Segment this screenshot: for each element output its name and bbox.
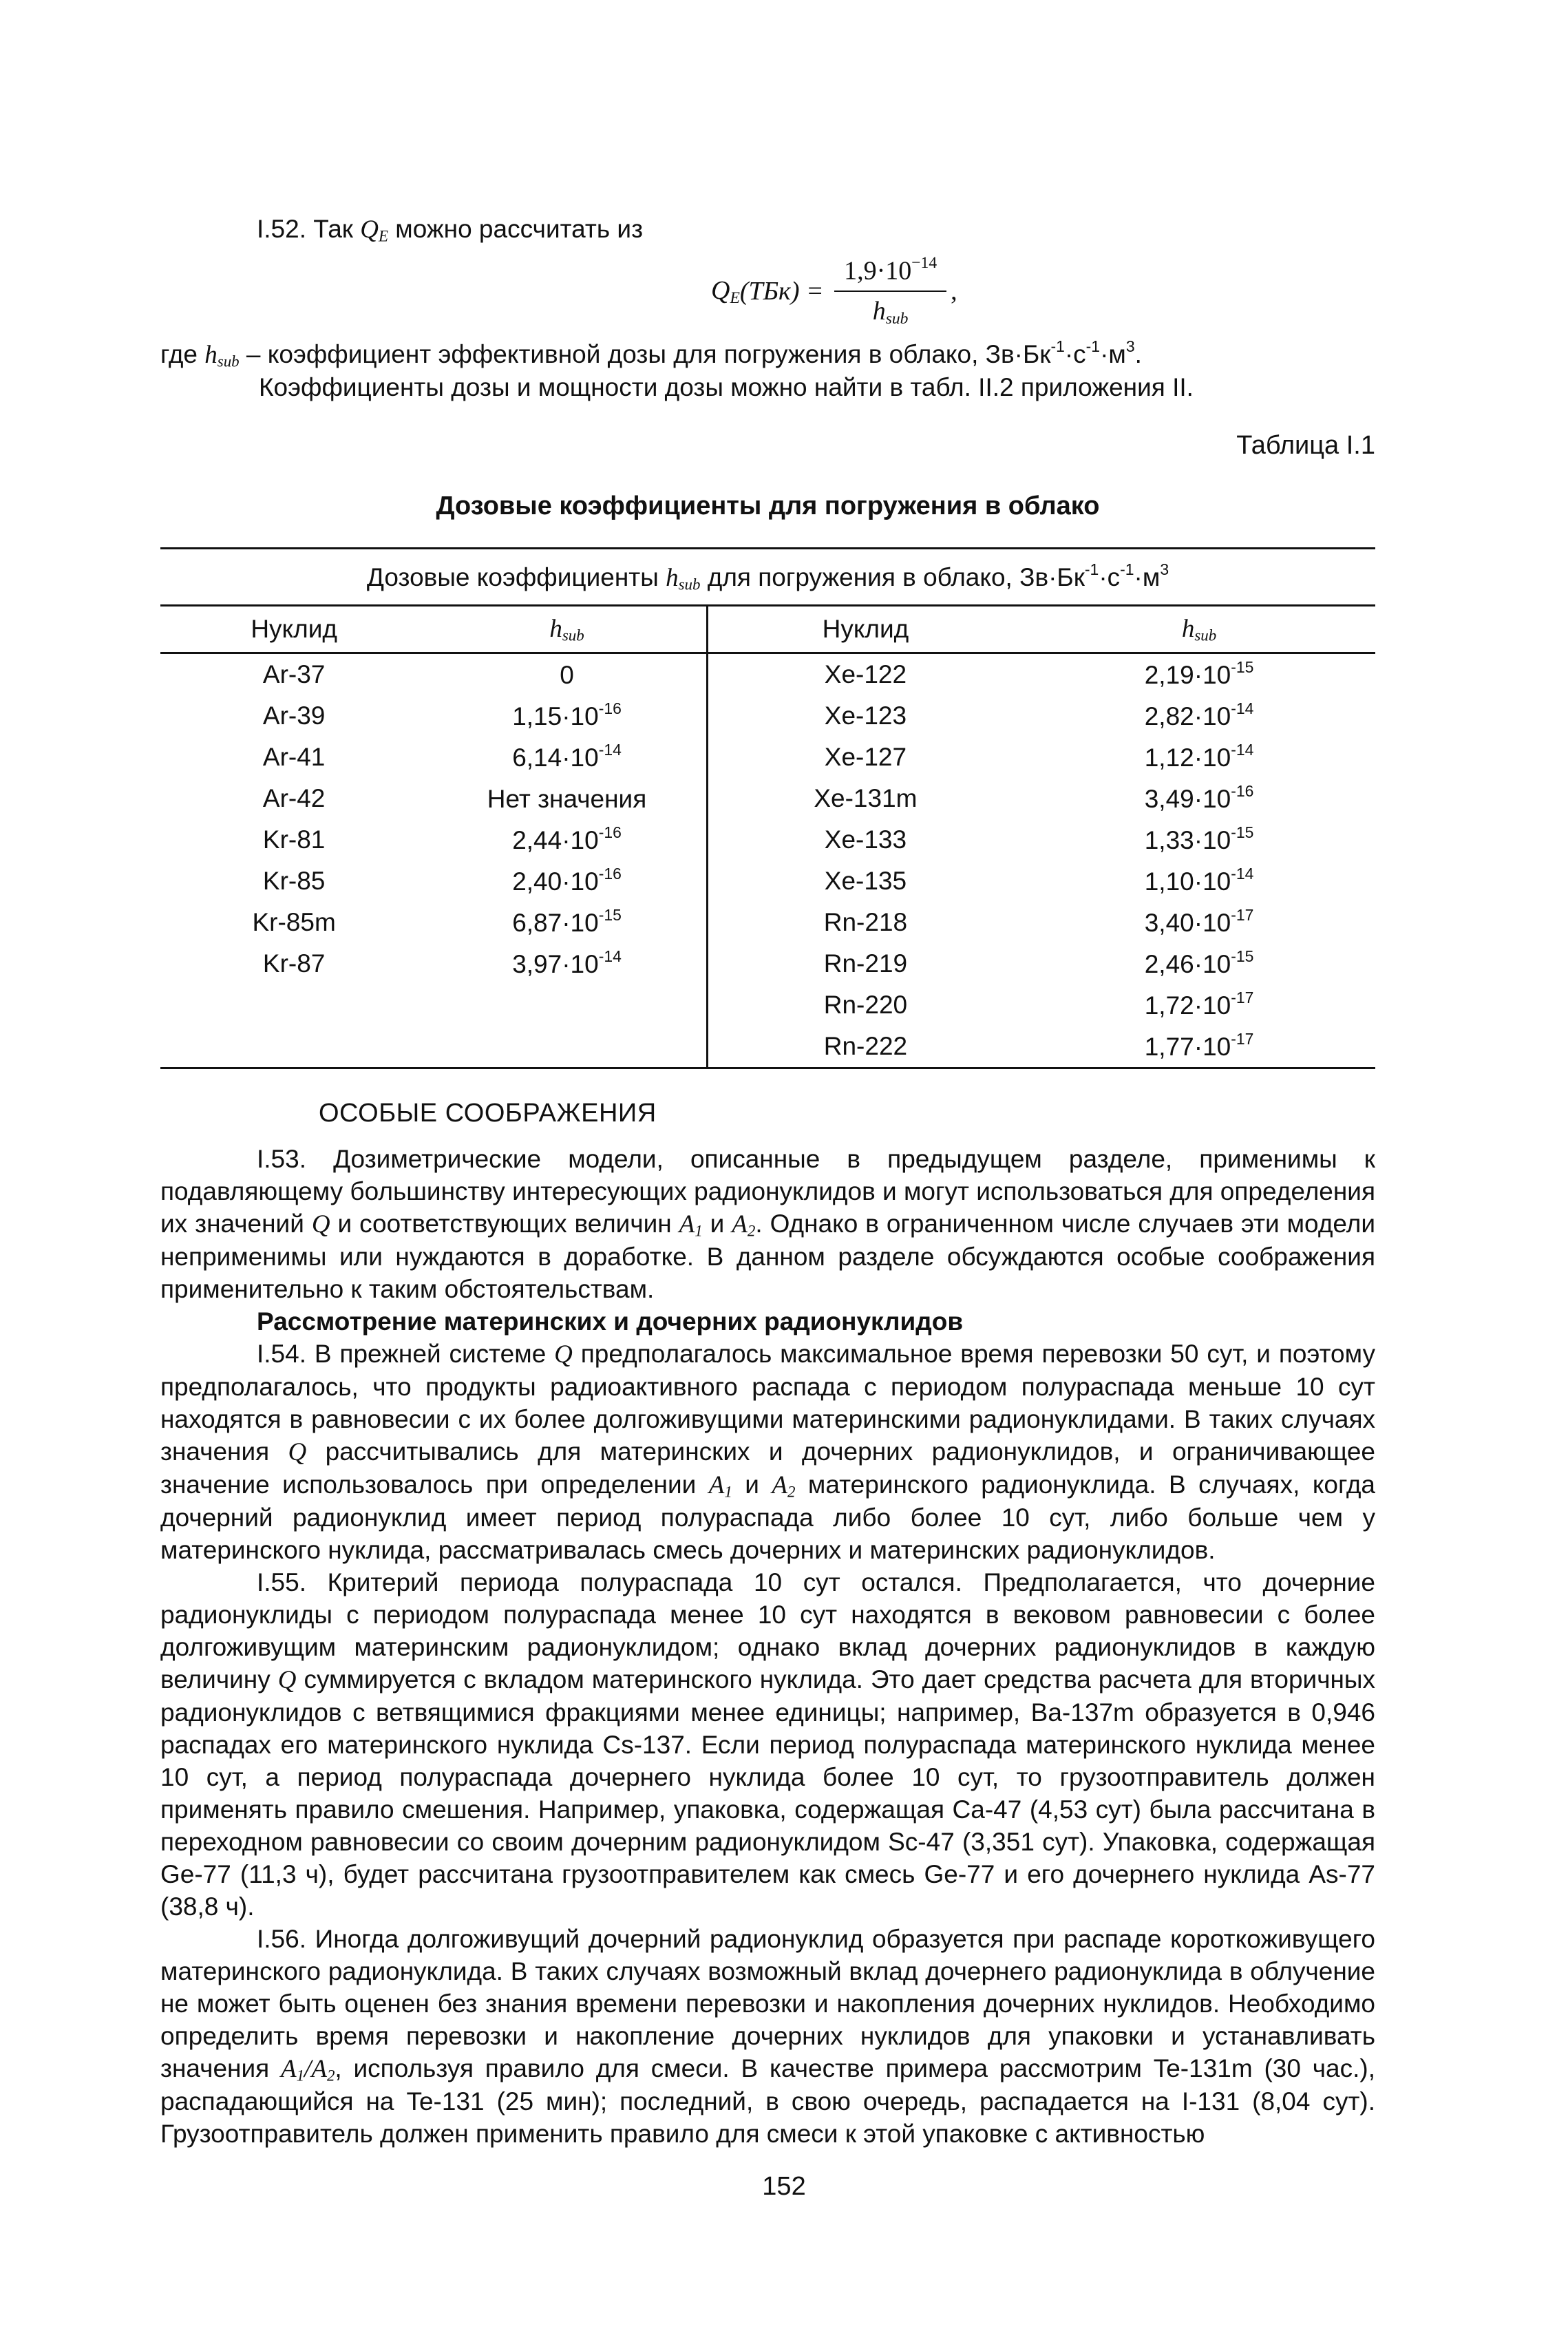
- header-nuclide-right: Нуклид: [707, 606, 1023, 653]
- table-cell-right-nuclide: Rn-219: [707, 943, 1023, 984]
- table-cell-left-value: $6,14\cdot 10^{-14}$: [512, 741, 622, 772]
- table-row: [160, 737, 1375, 778]
- table-cell-right-value: $2,82\cdot 10^{-14}$: [1144, 699, 1254, 731]
- table-caption: Дозовые коэффициенты $h_{sub}$ для погружения в облако, $Зв\cdot Бк^{-1}\cdot с^{-1}\cdot м^3$: [160, 549, 1375, 606]
- table-cell-left-nuclide: [160, 984, 427, 1026]
- table-cell-right-nuclide: Xe-122: [707, 653, 1023, 696]
- table-cell-left-nuclide: Kr-87: [262, 949, 326, 978]
- table-row: [160, 984, 1375, 1026]
- text-span: I.52. Так: [257, 215, 361, 243]
- table-cell-left-value: $2,40\cdot 10^{-16}$: [512, 865, 622, 896]
- paragraph-1-54: I.54. В прежней системе Q предполагалось максимальное время перевозки 50 сут, и поэтому предполагалось, что продукты радиоактивного распада с периодом полураспада меньше 10 сут находятся в равновесии с их более долгоживущими материнскими радионуклидами. В таких случаях значения Q рассчитывались для материнских и дочерних радионуклидов, и ограничивающее значение использовалось при определении $A_1$ и $A_2$ материнского радионуклида. В случаях, когда дочерний радионуклид имеет период полураспада либо более 10 сут, либо больше чем у материнского нуклида, рассматривалась смесь дочерних и материнских радионуклидов.: [160, 1340, 1376, 1565]
- table-cell-right-value: $1,33\cdot 10^{-15}$: [1144, 823, 1254, 855]
- section-heading: ОСОБЫЕ СООБРАЖЕНИЯ: [319, 1099, 657, 1128]
- table-cell-left-nuclide: Kr-81: [262, 825, 326, 854]
- formula-lhs: $Q_E$: [711, 275, 740, 307]
- paragraph-1-52: [160, 213, 1375, 246]
- table-label: Таблица I.1: [1236, 430, 1375, 460]
- table-cell-left-nuclide: Ar-42: [262, 783, 326, 812]
- table-cell-right-value: $3,40\cdot 10^{-17}$: [1144, 906, 1254, 938]
- table-cell-left-nuclide: Ar-37: [262, 660, 326, 688]
- table-cell-right-nuclide: Rn-218: [707, 902, 1023, 943]
- table-cell-right-value: $1,12\cdot 10^{-14}$: [1144, 741, 1254, 772]
- table-row: [160, 695, 1375, 737]
- dose-coefficient-table: [160, 547, 1375, 1069]
- formula-fraction: [834, 253, 946, 330]
- formula-qe: [160, 253, 1375, 330]
- table-title: Дозовые коэффициенты для погружения в облако: [436, 491, 1100, 520]
- table-cell-right-value: $1,10\cdot 10^{-14}$: [1144, 865, 1254, 896]
- table-cell-left-nuclide: Kr-85m: [252, 907, 336, 936]
- table-cell-left-nuclide: Ar-39: [262, 701, 326, 730]
- table-cell-left-value: [427, 984, 707, 1026]
- table-cell-right-nuclide: Xe-133: [707, 819, 1023, 861]
- table-cell-right-value: $1,72\cdot 10^{-17}$: [1144, 989, 1254, 1020]
- page-number: 152: [762, 2172, 806, 2201]
- table-cell-left-nuclide: [160, 1026, 427, 1068]
- formula-unit: (ТБк) =: [739, 277, 831, 306]
- document-page: [160, 213, 1375, 2151]
- table-cell-right-value: $1,77\cdot 10^{-17}$: [1023, 1026, 1375, 1068]
- subheading-parent-daughter: Рассмотрение материнских и дочерних радионуклидов: [257, 1307, 964, 1336]
- paragraph-1-55: I.55. Критерий периода полураспада 10 сут остался. Предполагается, что дочерние радионуклиды с периодом полураспада менее 10 сут находятся в вековом равновесии с более долгоживущим материнским радионуклидом; однако вклад дочерних радионуклидов в каждую величину Q суммируется с вкладом материнского нуклида. Это дает средства расчета для вторичных радионуклидов с ветвящимися фракциями менее единицы; например, Ba-137m образуется в 0,946 распадах его материнского нуклида Cs-137. Если период полураспада материнского нуклида менее 10 сут, а период полураспада дочернего нуклида более 10 сут, то грузоотправитель должен применять правило смешения. Например, упаковка, содержащая Ca-47 (4,53 сут) была рассчитана в переходном равновесии со своим дочерним радионуклидом Sc-47 (3,351 сут). Упаковка, содержащая Ge-77 (11,3 ч), будет рассчитана грузоотправителем как смесь Ge-77 и его дочернего нуклида As-77 (38,8 ч).: [160, 1568, 1375, 1921]
- table-cell-right-nuclide: Rn-222: [707, 1026, 1023, 1068]
- table-cell-left-value: $2,44\cdot 10^{-16}$: [512, 823, 622, 855]
- table-cell-right-nuclide: Xe-127: [707, 737, 1023, 778]
- text-span: можно рассчитать из: [388, 215, 644, 243]
- table-cell-right-nuclide: Xe-135: [707, 861, 1023, 902]
- table-row: [160, 943, 1375, 984]
- table-row: [160, 653, 1375, 696]
- table-row: [160, 1026, 1375, 1068]
- paragraph-1-53: I.53. Дозиметрические модели, описанные в предыдущем разделе, применимы к подавляющему большинству интересующих радионуклидов и могут использоваться для определения их значений Q и соответствующих величин $A_1$ и $A_2$. Однако в ограниченном числе случаев эти модели неприменимы или нуждаются в доработке. В данном разделе обсуждаются особые соображения применительно к таким обстоятельствам.: [160, 1145, 1376, 1304]
- table-row: [160, 778, 1375, 819]
- table-cell-right-nuclide: Rn-220: [707, 984, 1023, 1026]
- table-cell-left-value: $6,87\cdot 10^{-15}$: [512, 906, 622, 938]
- table-row: [160, 819, 1375, 861]
- formula-denominator: $h_{sub}$: [872, 296, 909, 328]
- table-cell-left-value: [427, 1026, 707, 1068]
- table-cell-left-value: $3,97\cdot 10^{-14}$: [512, 947, 622, 979]
- table-row: [160, 861, 1375, 902]
- formula-numerator: $1,9\cdot 10^{-14}$: [834, 253, 946, 292]
- table-cell-right-nuclide: Xe-131m: [707, 778, 1023, 819]
- header-h-left: $h_{sub}$: [427, 606, 707, 653]
- where-line-2: Коэффициенты дозы и мощности дозы можно найти в табл. II.2 приложения II.: [259, 372, 1194, 401]
- header-nuclide-left: Нуклид: [160, 606, 427, 653]
- table-cell-left-value: $1,15\cdot 10^{-16}$: [512, 699, 622, 731]
- where-line: где $h_{sub}$ – коэффициент эффективной дозы для погружения в облако, $Зв\cdot Бк^{-1}\cdot с^{-1}\cdot м^3$.: [160, 337, 1142, 370]
- table-cell-right-value: $2,19\cdot 10^{-15}$: [1144, 658, 1254, 690]
- header-h-right: $h_{sub}$: [1023, 606, 1375, 653]
- table-cell-right-value: $2,46\cdot 10^{-15}$: [1144, 947, 1254, 979]
- paragraph-1-56: I.56. Иногда долгоживущий дочерний радионуклид образуется при распаде короткоживущего материнского радионуклида. В таких случаях возможный вклад дочернего радионуклида в облучение не может быть оценен без знания времени перевозки и накопления дочерних нуклидов. Необходимо определить время перевозки и накопление дочерних нуклидов для упаковки и устанавливать значения $A_1/A_2$, используя правило для смеси. В качестве примера рассмотрим Te-131m (30 час.), распадающийся на Te-131 (25 мин); последний, в свою очередь, распадается на I-131 (8,04 сут). Грузоотправитель должен применить правило для смеси к этой упаковке с активностью: [160, 1924, 1375, 2148]
- formula-trailing: ,: [951, 277, 957, 306]
- table-cell-left-nuclide: Kr-85: [262, 866, 326, 895]
- table-cell-left-nuclide: Ar-41: [262, 742, 326, 771]
- table-cell-right-value: $3,49\cdot 10^{-16}$: [1144, 782, 1254, 814]
- table-row: [160, 902, 1375, 943]
- q-symbol: $Q_E$: [360, 215, 389, 245]
- table-cell-right-nuclide: Xe-123: [707, 695, 1023, 737]
- table-cell-left-value: Нет значения: [487, 785, 647, 814]
- table-cell-left-value: 0: [560, 661, 574, 690]
